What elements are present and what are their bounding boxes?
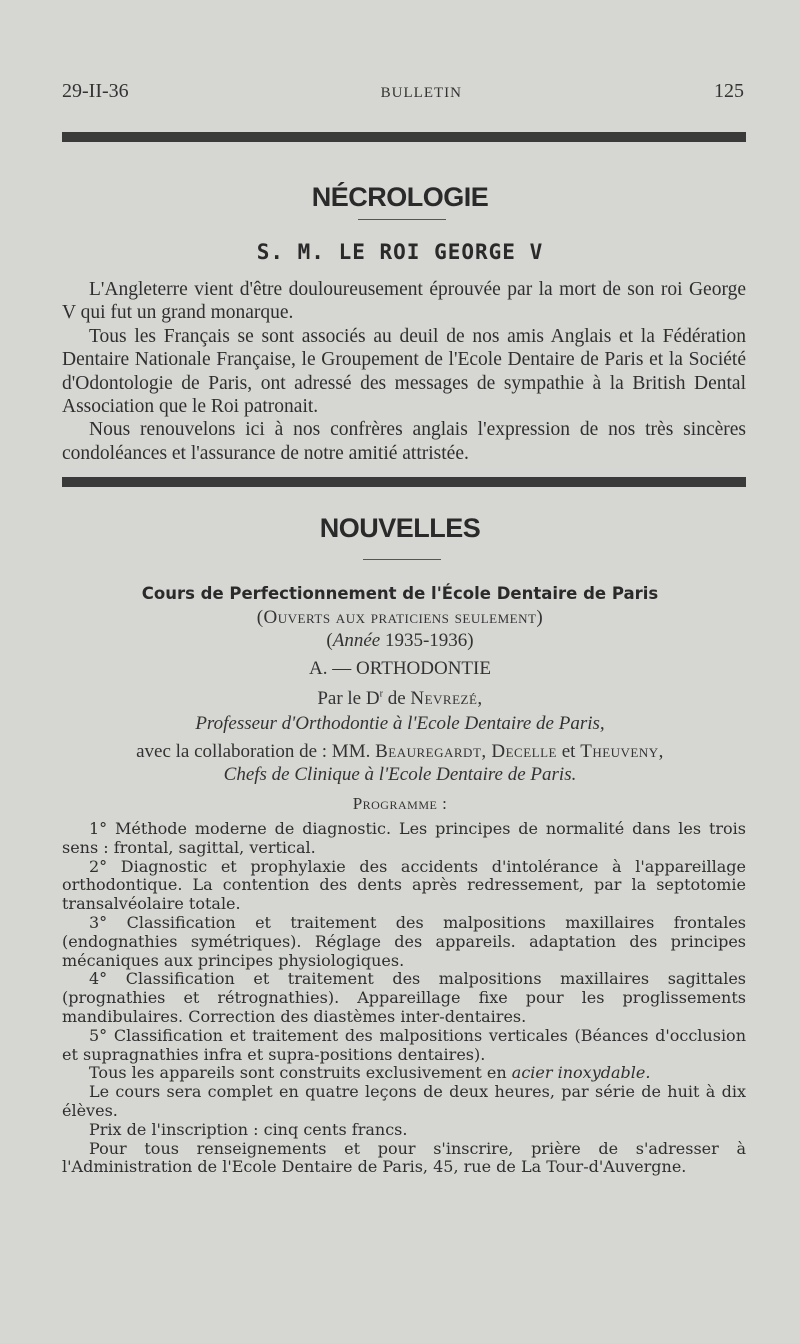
year-value: 1935-1936 xyxy=(384,630,468,651)
title-underline xyxy=(358,219,446,220)
necrologie-paragraph: Nous renouvelons ici à nos confrères anglais l'expression de nos très sincères condoléances et l'assurance de notre amitié attristée. xyxy=(62,419,746,464)
collab-name-1: Beauregardt, xyxy=(375,741,487,762)
course-year: (Année 1935-1936) xyxy=(326,630,474,651)
collab-and: et xyxy=(561,741,576,762)
top-divider xyxy=(62,132,746,142)
programme-item: 5° Classification et traitement des malpositions verticales (Béances d'occlusion et supragnathies infra et supra-positions dentaires). xyxy=(62,1025,746,1064)
middle-divider xyxy=(62,477,746,487)
running-head xyxy=(62,80,744,103)
necrologie-paragraph: Tous les Français se sont associés au deuil de nos amis Anglais et la Fédération Dentaire Nationale Française, le Groupement de l'Ecole Dentaire de Paris et la Société d'Odontologie de Paris, ont adressé des messages de sympathie à la British Dental Association que le Roi patronait. xyxy=(62,325,746,418)
necrologie-paragraph: L'Angleterre vient d'être douloureusement éprouvée par la mort de son roi George V qui fut un grand monarque. xyxy=(62,279,746,324)
programme-item: 3° Classification et traitement des malpositions maxillaires frontales (endognathies symétriques). Réglage des appareils. adaptation des principes mécaniques aux principes physiologiques. xyxy=(62,912,746,970)
prix-inscription: Prix de l'inscription : cinq cents francs. xyxy=(89,1119,408,1139)
programme-list xyxy=(62,820,746,1177)
nouvelles-title: NOUVELLES xyxy=(319,513,481,543)
course-title: Cours de Perfectionnement de l'École Dentaire de Paris xyxy=(141,584,659,603)
header-page-number: 125 xyxy=(714,80,744,102)
programme-item: 1° Méthode moderne de diagnostic. Les principes de normalité dans les trois sens : frontal, sagittal, vertical. xyxy=(62,819,746,857)
appareils-material: acier inoxydable. xyxy=(511,1063,651,1083)
course-collaboration xyxy=(0,741,800,763)
necrologie-title: NÉCROLOGIE xyxy=(311,182,489,212)
course-by xyxy=(0,688,800,710)
programme-item: 4° Classification et traitement des malpositions maxillaires sagittales (prognathies et rétrognathies). Appareillage fixe pour les proglissements mandibulaires. Correction des diastèmes inter-dentaires. xyxy=(62,969,746,1026)
collab-name-2: Decelle xyxy=(491,741,557,762)
course-chefs: Chefs de Clinique à l'Ecole Dentaire de Paris. xyxy=(223,764,577,785)
renseignements: Pour tous renseignements et pour s'inscrire, prière de s'adresser à l'Administration de l'Ecole Dentaire de Paris, 45, rue de La Tour-d'Auvergne. xyxy=(62,1138,746,1177)
course-professor: Professeur d'Orthodontie à l'Ecole Dentaire de Paris, xyxy=(195,713,605,734)
collab-prefix: avec la collaboration de : MM. xyxy=(136,741,371,762)
by-name: Nevrezé, xyxy=(410,688,483,709)
necrologie-subtitle: S. M. LE ROI GEORGE V xyxy=(256,240,544,264)
programme-item: 2° Diagnostic et prophylaxie des accidents d'intolérance à l'appareillage orthodontique. La contention des dents après redressement, par la septotomie transalvéolaire totale. xyxy=(62,856,746,914)
appareils-text: Tous les appareils sont construits exclusivement en xyxy=(89,1063,507,1083)
by-sup: r xyxy=(379,688,383,700)
course-section: A. — ORTHODONTIE xyxy=(309,658,491,679)
programme-label: Programme : xyxy=(352,794,448,813)
header-date: 29-II-36 xyxy=(62,80,129,102)
collab-name-3: Theuveny, xyxy=(580,741,664,762)
appareils-line xyxy=(62,1064,746,1083)
year-label: Année xyxy=(332,630,381,651)
by-name-pre: de xyxy=(387,688,406,709)
title-underline xyxy=(363,559,441,560)
course-open-to: (Ouverts aux praticiens seulement) xyxy=(256,607,544,628)
header-journal: BULLETIN xyxy=(380,85,462,101)
by-prefix: Par le D xyxy=(317,688,380,709)
necrologie-text xyxy=(62,278,746,465)
cours-complet: Le cours sera complet en quatre leçons de deux heures, par série de huit à dix élèves. xyxy=(62,1082,746,1120)
